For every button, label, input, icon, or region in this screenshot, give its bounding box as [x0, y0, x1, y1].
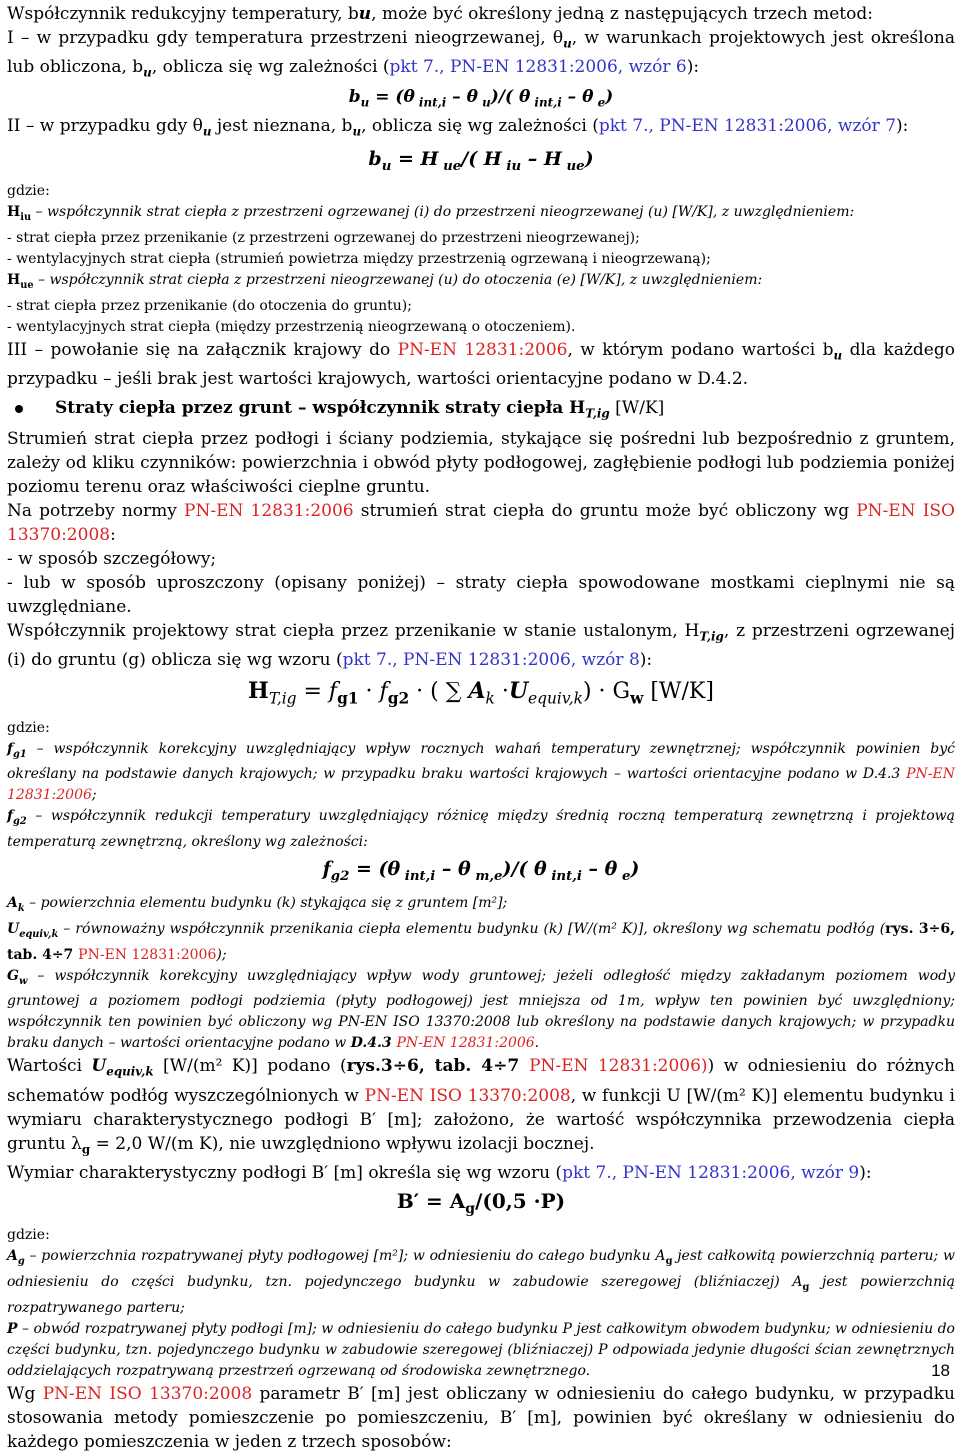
page-number: 18	[931, 1361, 950, 1380]
document-page	[7, 2, 955, 1454]
list-item: - wentylacyjnych strat ciepła (strumień powietrza między przestrzenią ogrzewaną i nieogrzewaną);	[7, 251, 711, 268]
formula-2: $b_u = H$ $_{ue}$/( H $_{iu}$ – H $_{ue}$)	[368, 147, 594, 174]
definition-p: P – obwód rozpatrywanej płyty podłogi [m]; w odniesieniu do całego budynku P jest całkowitym obwodem budynku; w odniesieniu do części budynku, tzn. pojedynczego budynku w zabudowie szeregowej (bliźniaczej) P odpowiada jedynie długości ścian zewnętrznych oddzielających rozpatrywaną przestrzeń ogrzewaną od środowiska zewnętrznego.	[7, 1320, 955, 1379]
list-item: - lub w sposób uproszczony (opisany poniżej) – straty ciepła spowodowane mostkami cieplnymi nie są uwzględniane.	[7, 572, 955, 617]
definition-hue: $H_{ue}$ – współczynnik strat ciepła z przestrzeni nieogrzewanej (u) do otoczenia (e) [W/K], z uwzględnieniem:	[7, 272, 763, 291]
paragraph-method-3: III – powołanie się na załącznik krajowy do PN-EN 12831:2006, w którym podano wartości $b_u$ dla każdego przypadku – jeśli brak jest wartości krajowych, wartości orientacyjne podano w D.4.2.	[7, 339, 955, 390]
formula-1: $b_u = (\theta$ $_{int,i}$ – θ $_u$)/( θ $_{int,i}$ – θ $_e$)	[348, 86, 614, 110]
bullet-icon	[15, 405, 23, 413]
reference-link: PN-EN ISO 13370:2008	[364, 1085, 571, 1106]
paragraph: Na potrzeby normy PN-EN 12831:2006 strumień strat ciepła do gruntu może być obliczony wg PN-EN ISO 13370:2008:	[7, 500, 955, 545]
formula-4: $f_{g2} = (\theta$ $_{int,i}$ – θ $_{m,e}$)/( θ $_{int,i}$ – θ $_e$)	[322, 858, 640, 884]
paragraph-intro: Współczynnik redukcyjny temperatury, bu, może być określony jedną z następujących trzech metod:	[7, 4, 873, 24]
list-item: - strat ciepła przez przenikanie (do otoczenia do gruntu);	[7, 297, 412, 314]
reference-link: pkt 7., PN-EN 12831:2006, wzór 7	[598, 116, 897, 137]
list-item: - w sposób szczegółowy;	[7, 548, 217, 569]
paragraph: Strumień strat ciepła przez podłogi i ściany podziemia, stykające się pośredni lub bezpośrednio z gruntem, zależy od kliku czynników: powierzchnia i obwód płyty podłogowej, zagłębienie podłogi lub podziemia poniżej poziomu terenu oraz właściwości cieplne gruntu.	[7, 428, 955, 497]
reference-link: PN-EN ISO 13370:2008	[7, 500, 955, 545]
definition-gw: $G_w$ – współczynnik korekcyjny uwzględniający wpływ wody gruntowej; jeżeli odległość między zakładanym poziomem wody gruntowej a poziomem podłogi podziemia (płyty podłogowej) jest mniejsza od 1m, wpływ ten powinien być uwzględniony; współczynnik ten powinien być obliczony wg PN-EN ISO 13370:2008 lub określony na podstawie danych krajowych; w przypadku braku danych – wartości orientacyjne podano w D.4.3 PN-EN 12831:2006.	[7, 967, 955, 1052]
list-item: - strat ciepła przez przenikanie (z przestrzeni ogrzewanej do przestrzeni nieogrzewanej);	[7, 230, 640, 247]
reference-link: pkt 7., PN-EN 12831:2006, wzór 6	[389, 57, 687, 78]
definition-fg2: $f_{g2}$ – współczynnik redukcji temperatury uwzględniający różnicę między średnią roczną temperaturą zewnętrzną i projektową temperaturą zewnętrzną, określony wg zależności:	[7, 808, 955, 851]
reference-link: pkt 7., PN-EN 12831:2006, wzór 8	[342, 650, 640, 671]
paragraph: Współczynnik projektowy strat ciepła przez przenikanie w stanie ustalonym, $H_{T,ig}$, z przestrzeni ogrzewanej (i) do gruntu (g) oblicza się wg wzoru (pkt 7., PN-EN 12831:2006, wzór 8):	[7, 620, 955, 671]
definition-hiu: $H_{iu}$ – współczynnik strat ciepła z przestrzeni ogrzewanej (i) do przestrzeni nieogrzewanej (u) [W/K], z uwzględnieniem:	[7, 204, 855, 224]
paragraph-method-1: I – w przypadku gdy temperatura przestrzeni nieogrzewanej, $\theta_u$, w warunkach projektowych jest określona lub obliczona, $b_u$, oblicza się wg zależności (pkt 7., PN-EN 12831:2006, wzór 6):	[7, 28, 955, 80]
definition-fg1: $f_{g1}$ – współczynnik korekcyjny uwzględniający wpływ rocznych wahań temperatury zewnętrznej; współczynnik powinien być określany na podstawie danych krajowych; w przypadku braku wartości krajowych – wartości orientacyjne podano w D.4.3 PN-EN 12831:2006;	[7, 740, 955, 804]
list-item: - wentylacyjnych strat ciepła (między przestrzenią nieogrzewaną o otoczeniem).	[7, 318, 576, 335]
where-label: gdzie:	[7, 719, 50, 736]
reference-link: PN-EN ISO 13370:2008	[42, 1383, 253, 1404]
formula-3: $H_{T,ig} = f_{g1} \cdot f_{g2}$ · ( ∑ $A_k \cdot U_{equiv,k}) \cdot G_w$ [W/K]	[248, 678, 714, 708]
formula-5: $B' = A_g/(0,5 \cdot P)$	[396, 1189, 566, 1218]
reference-link: PN-EN 12831:2006	[397, 339, 568, 360]
where-label: gdzie:	[7, 1227, 50, 1244]
paragraph: Wartości $U_{equiv,k}$ [W/(m² K)] podano (rys.3÷6, tab. 4÷7 PN-EN 12831:2006)) w odniesieniu do różnych schematów podłóg wyszczególnionych w PN-EN ISO 13370:2008, w funkcji U [W/(m² K)] elementu budynku i wymiaru charakterystycznego podłogi B′ [m]; założono, że wartość współczynnika przewodzenia ciepła gruntu $\lambda_g = 2,0$ W/(m K), nie uwzględniono wpływu izolacji bocznej.	[7, 1056, 955, 1157]
paragraph: Wymiar charakterystyczny podłogi B′ [m] określa się wg wzoru (pkt 7., PN-EN 12831:2006, wzór 9):	[7, 1163, 872, 1184]
reference-link: PN-EN 12831:2006	[184, 500, 354, 521]
where-label: gdzie:	[7, 183, 50, 200]
definition-ag: $A_g$ – powierzchnia rozpatrywanej płyty podłogowej [m²]; w odniesieniu do całego budynku $A_g$ jest całkowitą powierzchnią parteru; w odniesieniu do części budynku, tzn. pojedynczego budynku w zabudowie szeregowej (bliźniaczej) $A_g$ jest powierzchnią rozpatrywanego parteru;	[7, 1248, 956, 1316]
paragraph-method-2: II – w przypadku gdy $\theta_u$ jest nieznana, $b_u$, oblicza się wg zależności (pkt 7., PN-EN 12831:2006, wzór 7):	[7, 116, 909, 139]
definition-ak: $A_k$ – powierzchnia elementu budynku (k) stykająca się z gruntem [m²];	[7, 894, 508, 914]
reference-link: pkt 7., PN-EN 12831:2006, wzór 9	[562, 1163, 860, 1184]
definition-uequiv: $U_{equiv,k}$ – równoważny współczynnik przenikania ciepła elementu budynku (k) [W/(m² K)], określony wg schematu podłóg (rys. 3÷6, tab. 4÷7 PN-EN 12831:2006);	[7, 920, 955, 963]
section-heading: Straty ciepła przez grunt – współczynnik straty ciepła $H_{T,ig}$ [W/K]	[7, 395, 955, 426]
paragraph: Wg PN-EN ISO 13370:2008 parametr B′ [m] jest obliczany w odniesieniu do całego budynku, w przypadku stosowania metody pomieszczenie po pomieszczeniu, B′ [m], powinien być określany w odniesieniu do każdego pomieszczenia w jeden z trzech sposobów:	[7, 1383, 955, 1452]
